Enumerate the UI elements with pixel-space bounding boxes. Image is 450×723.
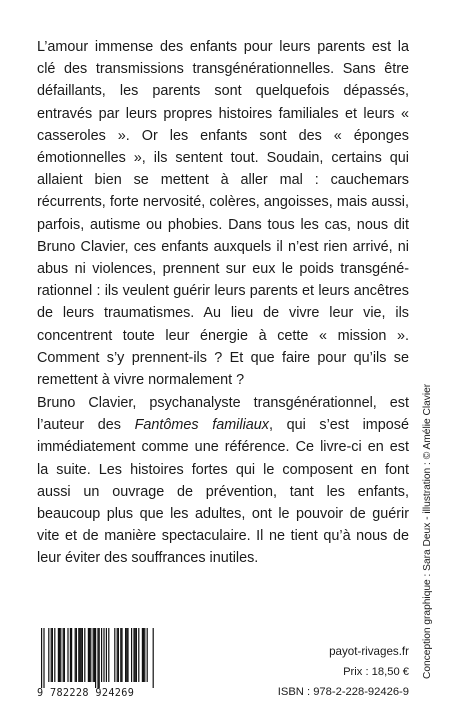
paragraph-2-text-end: , qui s’est imposé immédiatement comme une référence. Ce livre-ci en est la suite. Les histoires fortes qui le composent en font aussi un ouvrage de prévention, tant les enfants, beaucoup plus que les adultes, ont le pouvoir de guérir vite et de manière spectaculaire. Il ne tient qu’à nous de leur éviter des souffrances inutiles. [37, 417, 409, 567]
barcode-bar [41, 628, 42, 688]
barcode-bar [108, 628, 109, 682]
barcode-bar [75, 628, 76, 682]
barcode-bar [126, 628, 127, 682]
barcode-bar [95, 628, 96, 688]
barcode-bar [127, 628, 128, 682]
barcode-bar [89, 628, 90, 682]
design-credits-text: Conception graphique : Sara Deux - illustration : © Amélie Clavier [422, 383, 433, 679]
barcode-bar [43, 628, 44, 688]
book-title-reference: Fantômes familiaux [134, 417, 269, 434]
barcode-bar [147, 628, 148, 682]
barcode-bar [64, 628, 65, 682]
barcode-bar [133, 628, 134, 682]
barcode-bar [70, 628, 71, 682]
barcode-bar [99, 628, 100, 688]
barcode-bar [94, 628, 95, 682]
barcode-bar [143, 628, 144, 682]
barcode-bar [60, 628, 61, 682]
barcode-bar [58, 628, 59, 682]
barcode-bar [121, 628, 122, 682]
barcode-bar [106, 628, 107, 682]
publisher-website: payot-rivages.fr [329, 645, 409, 658]
barcode-bar [142, 628, 143, 682]
barcode-bars [41, 628, 155, 688]
barcode-digits: 9 782228 924269 [37, 688, 135, 699]
barcode-bar [48, 628, 49, 682]
barcode-bar [52, 628, 53, 682]
barcode-bar [118, 628, 119, 682]
barcode-bar [93, 628, 94, 682]
barcode-bar [117, 628, 118, 682]
barcode-bar [103, 628, 104, 682]
barcode-bar [90, 628, 91, 682]
barcode-bar [63, 628, 64, 682]
barcode-bar [114, 628, 115, 682]
barcode-bar [67, 628, 68, 682]
barcode-bar [131, 628, 132, 682]
barcode-bar [153, 628, 154, 688]
price-label: Prix : 18,50 € [343, 666, 409, 678]
barcode-bar [97, 628, 98, 688]
barcode-bar [76, 628, 77, 682]
back-cover-paragraph-2 [37, 392, 409, 570]
barcode-bar [144, 628, 145, 682]
barcode-bar [101, 628, 102, 682]
barcode-bar [88, 628, 89, 682]
paragraph-2-text-start: Bruno Clavier, psychanalyste transgénérationnel, est l’auteur des [37, 395, 409, 434]
barcode-bar [84, 628, 85, 682]
barcode-bar [71, 628, 72, 682]
barcode-bar [81, 628, 82, 682]
barcode-bar [59, 628, 60, 682]
barcode-bar [54, 628, 55, 682]
barcode-bar [79, 628, 80, 682]
barcode-bar [82, 628, 83, 682]
barcode-bar [125, 628, 126, 682]
barcode-bar [78, 628, 79, 682]
barcode-bar [51, 628, 52, 682]
isbn-barcode [37, 628, 159, 702]
barcode-bar [120, 628, 121, 682]
isbn-label: ISBN : 978-2-228-92426-9 [277, 686, 409, 698]
back-cover-paragraph-1: L’amour immense des enfants pour leurs parents est la clé des transmissions transgénérationnelles. Sans être défaillants, les parents sont quelquefois dépassés, entravés par leurs propres histoires familiales et leurs « casseroles ». Or les enfants sont des « éponges émotionnelles », ils sentent tout. Soudain, certains qui allaient bien se mettent à aller mal : cauchemars récurrents, forte nervosité, colères, angoisses, mais aussi, parfois, autisme ou phobies. Dans tous les cas, nous dit Bruno Clavier, ces enfants auxquels il n’est rien arrivé, ni abus ni violences, prennent sur eux le poids transgénérationnel : ils veulent guérir leurs parents et leurs ancêtres de leurs traumatismes. Au lieu de vivre leur vie, ils concentrent toute leur énergie à cette « mission ». Comment s’y prennent-ils ? Et que faire pour qu’ils se remettent à vivre normalement ? [37, 39, 409, 389]
publisher-info [278, 642, 409, 702]
barcode-bar [138, 628, 139, 682]
barcode-bar [135, 628, 136, 682]
barcode-bar [136, 628, 137, 682]
